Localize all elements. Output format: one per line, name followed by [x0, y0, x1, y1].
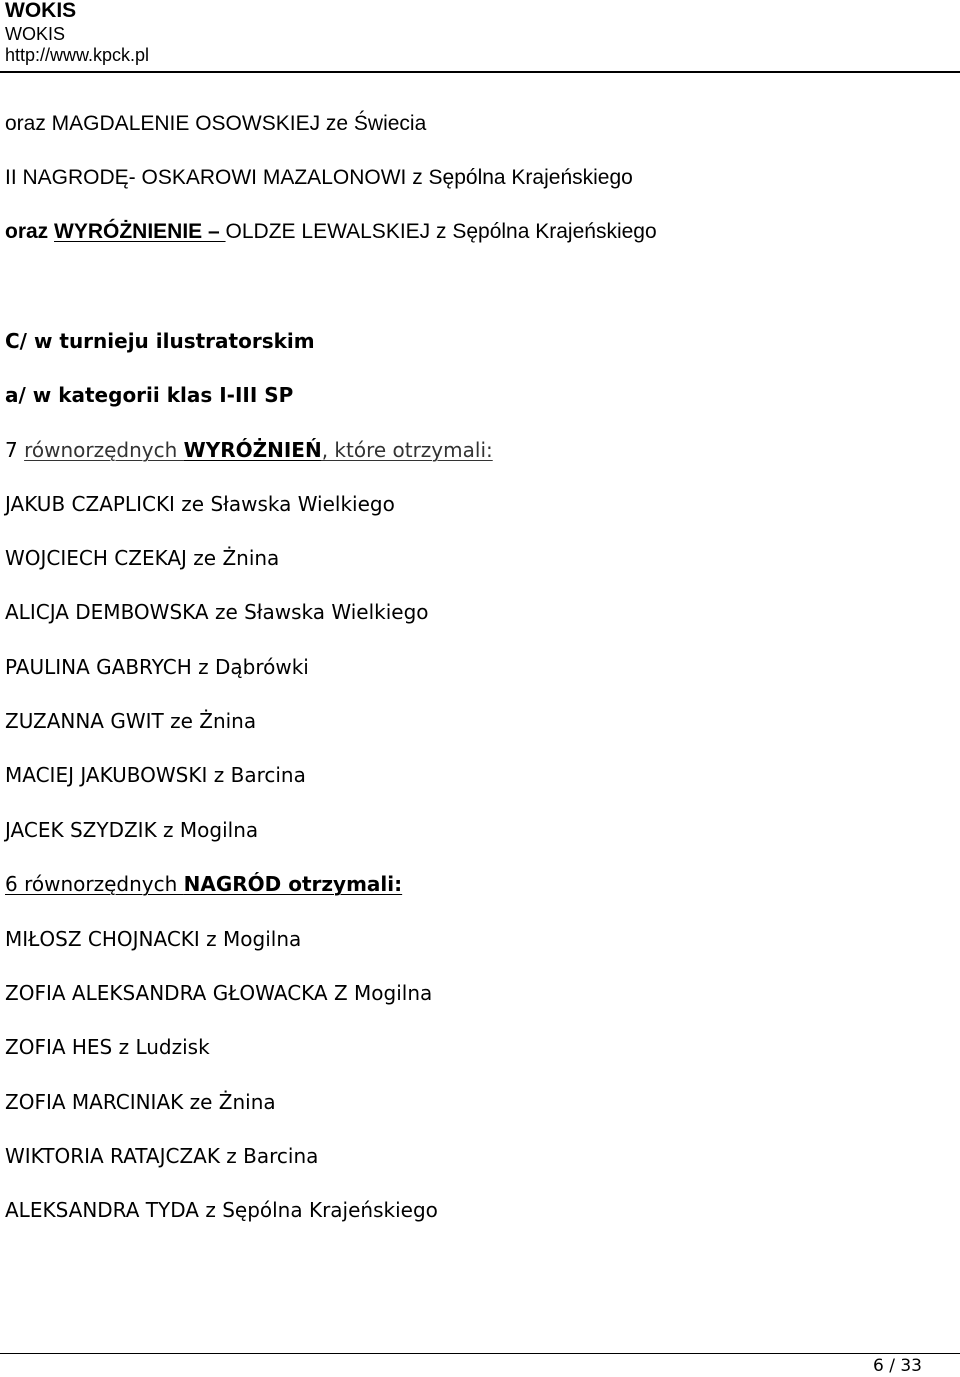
text-line-distinction [5, 219, 657, 245]
nagrody-count: 6 równorzędnych [5, 872, 184, 896]
site-title: WOKIS [5, 0, 77, 22]
text-wyroznienie: WYRÓŻNIENIE – [54, 220, 226, 243]
section-heading-a: a/ w kategorii klas I-III SP [5, 383, 294, 407]
nagrody-intro [5, 871, 402, 897]
list-item: ALEKSANDRA TYDA z Sępólna Krajeńskiego [5, 1198, 438, 1222]
wyroznienia-equal: równorzędnych [24, 438, 184, 462]
text-line-second-prize: II NAGRODĘ- OSKAROWI MAZALONOWI z Sępólna Krajeńskiego [5, 166, 633, 189]
list-item: ZUZANNA GWIT ze Żnina [5, 709, 257, 733]
wyroznienia-received: , które otrzymali: [321, 438, 493, 462]
list-item: PAULINA GABRYCH z Dąbrówki [5, 655, 309, 679]
wyroznienia-count: 7 [5, 438, 25, 462]
site-url[interactable]: http://www.kpck.pl [5, 45, 150, 65]
list-item: ZOFIA ALEKSANDRA GŁOWACKA Z Mogilna [5, 981, 433, 1005]
text-lewalska: OLDZE LEWALSKIEJ z Sępólna Krajeńskiego [225, 220, 657, 243]
list-item: WIKTORIA RATAJCZAK z Barcina [5, 1144, 319, 1168]
list-item: ZOFIA MARCINIAK ze Żnina [5, 1090, 276, 1114]
list-item: ZOFIA HES z Ludzisk [5, 1035, 210, 1059]
text-line-osowska: oraz MAGDALENIE OSOWSKIEJ ze Świecia [5, 112, 427, 135]
wyroznienia-intro [5, 437, 493, 463]
list-item: WOJCIECH CZEKAJ ze Żnina [5, 546, 280, 570]
page-number: 6 / 33 [873, 1356, 922, 1376]
list-item: JAKUB CZAPLICKI ze Sławska Wielkiego [5, 492, 395, 516]
wyroznienia-label: WYRÓŻNIEŃ [183, 438, 322, 462]
text-oraz: oraz [5, 220, 55, 243]
site-subtitle: WOKIS [5, 24, 66, 44]
section-heading-c: C/ w turnieju ilustratorskim [5, 329, 315, 353]
list-item: JACEK SZYDZIK z Mogilna [5, 818, 259, 842]
list-item: MIŁOSZ CHOJNACKI z Mogilna [5, 927, 302, 951]
nagrody-label: NAGRÓD otrzymali: [183, 872, 403, 896]
header-divider [0, 71, 960, 73]
footer-divider [0, 1353, 960, 1354]
list-item: ALICJA DEMBOWSKA ze Sławska Wielkiego [5, 600, 429, 624]
list-item: MACIEJ JAKUBOWSKI z Barcina [5, 763, 306, 787]
